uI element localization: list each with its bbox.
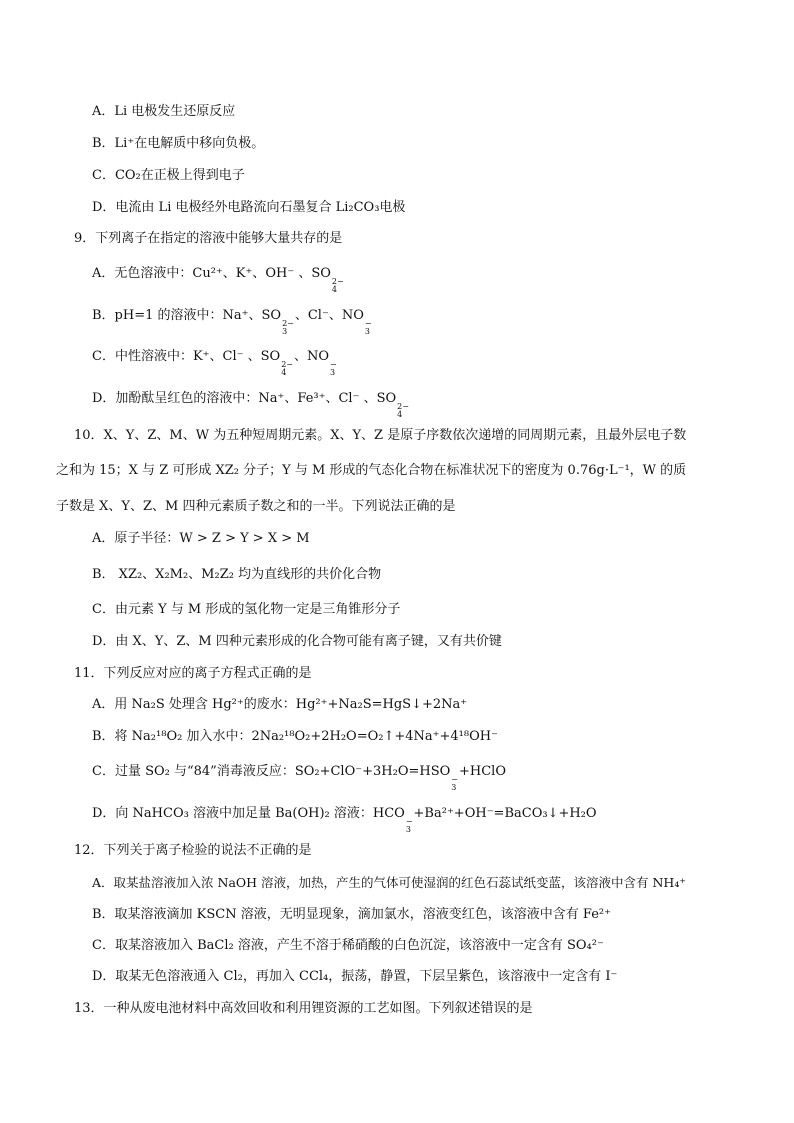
q10-stem-line1: 10．X、Y、Z、M、W 为五种短周期元素。X、Y、Z 是原子序数依次递增的同周期元素，且最外层电子数 [74, 428, 687, 443]
q10-option-a: A．原子半径：W > Z > Y > X > M [92, 531, 310, 546]
q11-c-sup: − [451, 774, 458, 784]
q10-stem-line3: 子数是 X、Y、Z、M 四种元素质子数之和的一半。下列说法正确的是 [56, 499, 456, 514]
q9-c-sup2: − [330, 359, 337, 369]
q9-c-sup1: 2− [281, 359, 293, 369]
q9-d-sub: 4 [397, 409, 403, 419]
q12-stem: 12．下列关于离子检验的说法不正确的是 [74, 843, 312, 858]
q9-b-nitrate-charge [365, 320, 372, 336]
q11-c-post: +HClO [458, 764, 506, 779]
q11-d-text: D．向 NaHCO₃ 溶液中加足量 Ba(OH)₂ 溶液：HCO [92, 806, 405, 821]
q9-b-sub1: 3 [282, 326, 288, 336]
q9-option-a [92, 264, 345, 294]
q11-d-bicarbonate-charge [406, 818, 413, 834]
q10-option-c: C．由元素 Y 与 M 形成的氢化物一定是三角锥形分子 [92, 602, 401, 617]
q12-option-b: B．取某溶液滴加 KSCN 溶液，无明显现象，滴加氯水，溶液变红色，该溶液中含有 Fe²⁺ [92, 907, 611, 922]
q11-c-sub: 3 [451, 782, 457, 792]
q9-d-sulfate-charge [397, 403, 409, 419]
q11-d-sup: − [405, 816, 413, 826]
q11-c-bisulfite-charge [451, 776, 458, 792]
q11-option-c [92, 762, 506, 792]
q8-option-d: D．电流由 Li 电极经外电路流向石墨复合 Li₂CO₃电极 [92, 200, 406, 215]
q11-stem: 11．下列反应对应的离子方程式正确的是 [74, 666, 312, 681]
q11-option-d [92, 804, 597, 834]
q11-c-text: C．过量 SO₂ 与“84”消毒液反应：SO₂+ClO⁻+3H₂O=HSO [92, 764, 451, 779]
q11-d-post: +Ba²⁺+OH⁻=BaCO₃↓+H₂O [413, 806, 597, 821]
q9-option-d [92, 389, 410, 419]
q9-b-sulfite-charge [282, 320, 294, 336]
q13-stem: 13．一种从废电池材料中高效回收和利用锂资源的工艺如图。下列叙述错误的是 [74, 1001, 533, 1016]
q10-option-b: B． XZ₂、X₂M₂、M₂Z₂ 均为直线形的共价化合物 [92, 567, 382, 582]
q9-d-sup: 2− [397, 401, 409, 411]
q9-c-sub2: 3 [330, 367, 336, 377]
q9-a-sub: 4 [331, 284, 338, 294]
q9-c-mid: 、NO [293, 349, 330, 364]
q9-b-sup1: 2− [282, 318, 294, 328]
q9-b-mid: 、Cl⁻、NO [294, 308, 364, 323]
q11-option-b: B．将 Na₂¹⁸O₂ 加入水中：2Na₂¹⁸O₂+2H₂O=O₂↑+4Na⁺+4¹⁸OH⁻ [92, 729, 498, 744]
q10-option-d: D．由 X、Y、Z、M 四种元素形成的化合物可能有离子键，又有共价键 [92, 634, 502, 649]
q9-b-sub2: 3 [364, 326, 370, 336]
q9-c-text: C．中性溶液中：K⁺、Cl⁻ 、SO [92, 349, 281, 364]
q8-option-b: B．Li⁺在电解质中移向负极。 [92, 136, 265, 151]
q9-a-sup: 2− [331, 276, 344, 286]
q9-option-c [92, 347, 338, 377]
q8-option-c: C．CO₂在正极上得到电子 [92, 168, 245, 183]
q9-a-text: A．无色溶液中：Cu²⁺、K⁺、OH⁻ 、SO [92, 266, 331, 281]
q9-b-sup2: − [364, 318, 372, 328]
q11-option-a: A．用 Na₂S 处理含 Hg²⁺的废水：Hg²⁺+Na₂S=HgS↓+2Na⁺ [92, 697, 468, 712]
q12-option-a: A．取某盐溶液加入浓 NaOH 溶液，加热，产生的气体可使湿润的红色石蕊试纸变蓝，该溶液中含有 NH₄⁺ [92, 875, 686, 890]
q9-d-text: D．加酚酞呈红色的溶液中：Na⁺、Fe³⁺、Cl⁻ 、SO [92, 391, 397, 406]
q9-stem: 9．下列离子在指定的溶液中能够大量共存的是 [74, 231, 343, 246]
q12-option-c: C．取某溶液加入 BaCl₂ 溶液，产生不溶于稀硝酸的白色沉淀，该溶液中一定含有 SO₄²⁻ [92, 938, 604, 953]
q9-c-nitrate-charge [330, 361, 337, 377]
q9-b-text: B．pH=1 的溶液中：Na⁺、SO [92, 308, 282, 323]
q9-c-sub1: 4 [281, 367, 287, 377]
q9-a-sulfate-charge [332, 278, 344, 294]
q9-option-b [92, 306, 373, 336]
q8-option-a: A．Li 电极发生还原反应 [92, 104, 236, 119]
q9-c-sulfate-charge [281, 361, 293, 377]
q11-d-sub: 3 [405, 824, 411, 834]
q12-option-d: D．取某无色溶液通入 Cl₂，再加入 CCl₄，振荡，静置，下层呈紫色，该溶液中一定含有 I⁻ [92, 969, 618, 984]
q10-stem-line2: 之和为 15；X 与 Z 可形成 XZ₂ 分子；Y 与 M 形成的气态化合物在标准状况下的密度为 0.76g·L⁻¹，W 的质 [56, 463, 687, 478]
